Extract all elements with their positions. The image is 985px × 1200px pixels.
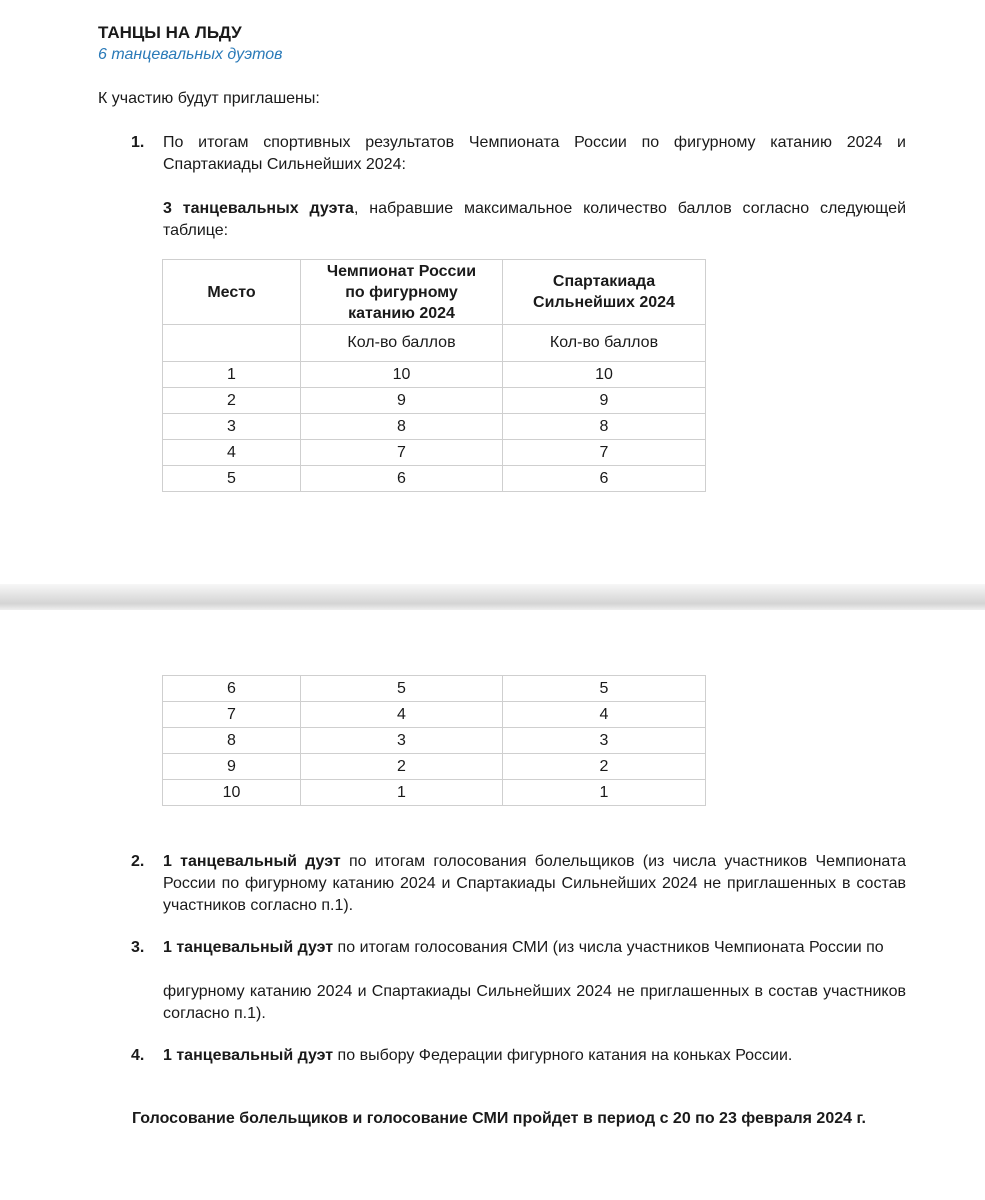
table-cell: 7	[301, 440, 503, 466]
table-cell: 5	[503, 676, 706, 702]
subheader-points: Кол-во баллов	[503, 325, 706, 362]
table-cell: 5	[163, 466, 301, 492]
item-1-subtext-bold: 3 танцевальных дуэта	[163, 200, 354, 217]
table-cell: 1	[503, 780, 706, 806]
subheader-empty	[163, 325, 301, 362]
table-cell: 9	[301, 388, 503, 414]
item-1-text: По итогам спортивных результатов Чемпионата России по фигурному катанию 2024 и Спартакиады Сильнейших 2024:	[163, 134, 906, 173]
table-subheader-row	[163, 325, 706, 362]
table-cell: 4	[301, 702, 503, 728]
table-row	[163, 362, 706, 388]
table-cell: 10	[301, 362, 503, 388]
table-row	[163, 754, 706, 780]
item-4-text	[163, 1045, 906, 1067]
table-cell: 8	[301, 414, 503, 440]
table-cell: 5	[301, 676, 503, 702]
table-cell: 3	[503, 728, 706, 754]
item-3-text-continued: фигурному катанию 2024 и Спартакиады Сильнейших 2024 не приглашенных в состав участников согласно п.1).	[163, 983, 906, 1022]
subheader-points: Кол-во баллов	[301, 325, 503, 362]
item-4-bold: 1 танцевальный дуэт	[163, 1047, 334, 1064]
table-cell: 8	[163, 728, 301, 754]
item-1-subtext	[163, 198, 906, 242]
points-table-part1	[162, 259, 706, 492]
table-cell: 9	[503, 388, 706, 414]
item-2-text	[163, 851, 906, 917]
table-row	[163, 414, 706, 440]
header-place: Место	[163, 260, 301, 325]
table-cell: 3	[163, 414, 301, 440]
points-table-part2	[162, 675, 706, 806]
table-header-row	[163, 260, 706, 325]
item-2-rest: по итогам голосования болельщиков (из числа участников Чемпионата России по фигурному катанию 2024 и Спартакиады Сильнейших 2024 не приглашенных в состав участников согласно п.1).	[163, 853, 907, 914]
table-cell: 4	[503, 702, 706, 728]
table-row	[163, 728, 706, 754]
voting-period-note: Голосование болельщиков и голосование СМИ пройдет в период с 20 по 23 февраля 2024 г.	[132, 1110, 866, 1127]
item-1-number: 1.	[131, 134, 145, 151]
table-row	[163, 388, 706, 414]
table-cell: 6	[503, 466, 706, 492]
table-cell: 3	[301, 728, 503, 754]
table-cell: 6	[301, 466, 503, 492]
table-cell: 7	[503, 440, 706, 466]
table-row	[163, 676, 706, 702]
header-championship: Чемпионат России по фигурному катанию 2024	[301, 260, 503, 325]
table-cell: 2	[301, 754, 503, 780]
item-3-rest-line1: по итогам голосования СМИ (из числа участников Чемпионата России по	[333, 939, 884, 956]
intro-text: К участию будут приглашены:	[98, 90, 320, 107]
table-cell: 2	[503, 754, 706, 780]
table-row	[163, 780, 706, 806]
item-3-bold: 1 танцевальный дуэт	[163, 939, 334, 956]
item-2-bold: 1 танцевальный дуэт	[163, 853, 341, 870]
table-cell: 6	[163, 676, 301, 702]
table-cell: 4	[163, 440, 301, 466]
table-cell: 1	[163, 362, 301, 388]
table-row	[163, 466, 706, 492]
item-2-number: 2.	[131, 853, 145, 870]
page-break	[0, 584, 985, 610]
item-3-text	[163, 937, 906, 959]
header-spartakiada: Спартакиада Сильнейших 2024	[503, 260, 706, 325]
item-1-subtext-rest: , набравшие максимальное количество баллов согласно следующей таблице:	[163, 200, 907, 239]
doc-subtitle: 6 танцевальных дуэтов	[98, 46, 283, 63]
item-4-rest: по выбору Федерации фигурного катания на коньках России.	[333, 1047, 793, 1064]
table-row	[163, 702, 706, 728]
table-cell: 2	[163, 388, 301, 414]
doc-title: ТАНЦЫ НА ЛЬДУ	[98, 23, 242, 42]
table-cell: 9	[163, 754, 301, 780]
item-3-number: 3.	[131, 939, 145, 956]
table-cell: 10	[163, 780, 301, 806]
table-cell: 7	[163, 702, 301, 728]
item-4-number: 4.	[131, 1047, 145, 1064]
table-cell: 8	[503, 414, 706, 440]
table-row	[163, 440, 706, 466]
table-cell: 1	[301, 780, 503, 806]
table-cell: 10	[503, 362, 706, 388]
